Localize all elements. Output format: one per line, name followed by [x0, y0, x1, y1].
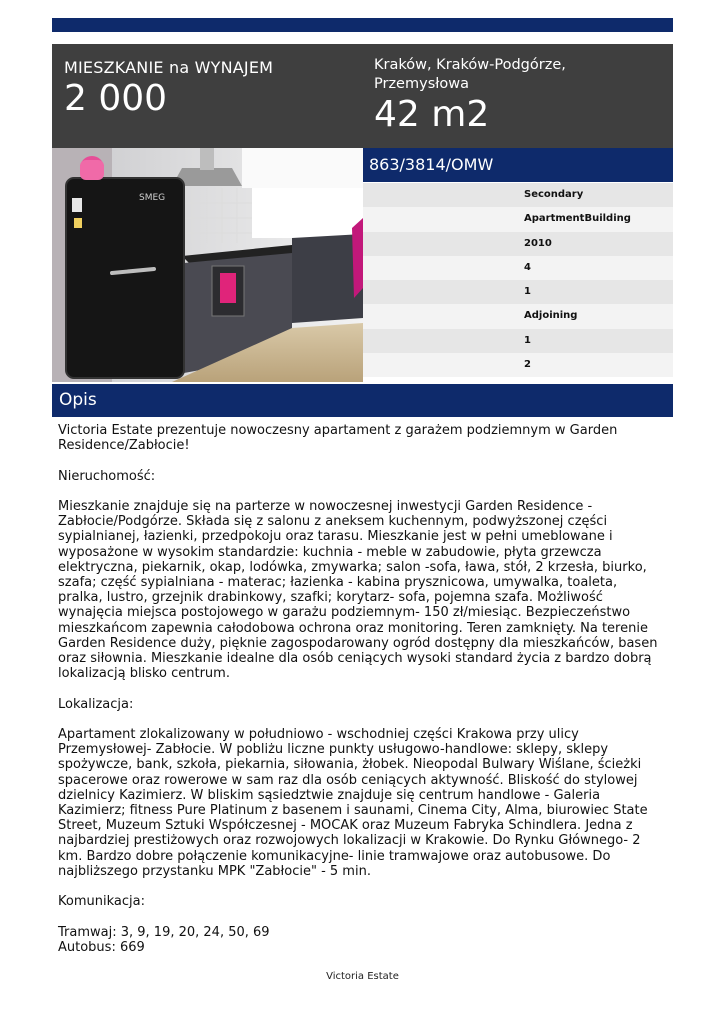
attributes-table: [363, 183, 673, 377]
footer-agency: Victoria Estate: [326, 971, 399, 982]
description-heading: Opis: [59, 390, 97, 410]
listing-type: MIESZKANIE na WYNAJEM: [64, 58, 274, 77]
attribute-value: 2010: [524, 237, 552, 249]
reference-number-bar: [363, 148, 673, 182]
attribute-value: 1: [524, 286, 531, 298]
attribute-row: [363, 183, 673, 207]
attribute-value: ApartmentBuilding: [524, 213, 631, 225]
listing-location: Kraków, Kraków-Podgórze, Przemysłowa: [374, 57, 566, 92]
description-property: Mieszkanie znajduje się na parterze w nowoczesnej inwestycji Garden Residence - Zabłocie/Podgórze. Składa się z salonu z aneksem kuchennym, podwyższonej części sypialnianej, łazienki, przedpokoju oraz tarasu. Mieszkanie jest w pełni umeblowane i wyposażone w wysokim standardzie: kuchnia - meble w zabudowie, płyta grzewcza elektryczna, piekarnik, okap, lodówka, zmywarka; salon -sofa, ława, stół, 2 krzesła, biurko, szafa; część sypialniana - materac; łazienka - kabina prysznicowa, umywalka, toaleta, pralka, lustro, grzejnik drabinkowy, szafki; korytarz- sofa, pojemna szafa. Możliwość wynajęcia miejsca postojowego w garażu podziemnym- 150 zł/miesiąc. Bezpieczeństwo mieszkańcom zapewnia całodobowa ochrona oraz monitoring. Teren zamknięty. Na terenie Garden Residence duży, pięknie zagospodarowany ogród dostępny dla mieszkańców, basen oraz siłownia. Mieszkanie idealne dla osób ceniących wysoki standard życia z bardzo dobrą lokalizacją blisko centrum.: [58, 498, 658, 682]
attribute-value: 4: [524, 261, 531, 273]
description-heading-bar: [52, 384, 673, 417]
attribute-row: [363, 256, 673, 280]
attribute-value: Secondary: [524, 189, 584, 200]
section-label-location: Lokalizacja:: [58, 696, 134, 712]
attribute-row: [363, 207, 673, 231]
section-label-transport: Komunikacja:: [58, 894, 145, 910]
attribute-row: [363, 353, 673, 377]
attribute-value: Adjoining: [524, 310, 578, 322]
kitchen-photo: [52, 148, 363, 382]
attribute-value: 1: [524, 334, 531, 346]
attribute-row: [363, 232, 673, 256]
listing-header: [52, 44, 673, 148]
attribute-row: [363, 329, 673, 353]
description-intro: Victoria Estate prezentuje nowoczesny apartament z garażem podziemnym w Garden Residence/Zabłocie!: [58, 423, 618, 454]
description-transport: Tramwaj: 3, 9, 19, 20, 24, 50, 69 Autobus: 669: [58, 924, 270, 955]
description-body: [58, 423, 662, 970]
section-label-property: Nieruchomość:: [58, 468, 156, 484]
attribute-row: [363, 304, 673, 328]
attribute-value: 2: [524, 359, 531, 371]
listing-price: 2 000: [64, 78, 168, 119]
listing-area: 42 m2: [374, 94, 490, 135]
fridge-brand: SMEG: [139, 193, 166, 203]
reference-number: 863/3814/OMW: [369, 155, 494, 174]
description-location: Apartament zlokalizowany w południowo - wschodniej części Krakowa przy ulicy Przemysłowej- Zabłocie. W pobliżu liczne punkty usługowo-handlowe: sklepy, sklepy spożywcze, bank, szkoła, piekarnia, siłowania, żłobek. Nieopodal Bulwary Wiślane, ścieżki spacerowe oraz rowerowe w sam raz dla osób ceniących aktywność. Bliskość do stylowej dzielnicy Kazimierz. W bliskim sąsiedztwie znajduje się centrum handlowe - Galeria Kazimierz; fitness Pure Platinum z basenem i saunami, Cinema City, Alma, biurowiec State Street, Muzeum Sztuki Współczesnej - MOCAK oraz Muzeum Fabryka Schindlera. Jedna z najbardziej prestiżowych oraz rozwojowych lokalizacji w Krakowie. Do Rynku Głównego- 2 km. Bardzo dobre połączenie komunikacyjne- linie tramwajowe oraz autobusowe. Do najbliższego przystanku MPK "Zabłocie" - 5 min.: [58, 727, 648, 879]
attribute-row: [363, 280, 673, 304]
top-accent-bar: [52, 18, 673, 32]
